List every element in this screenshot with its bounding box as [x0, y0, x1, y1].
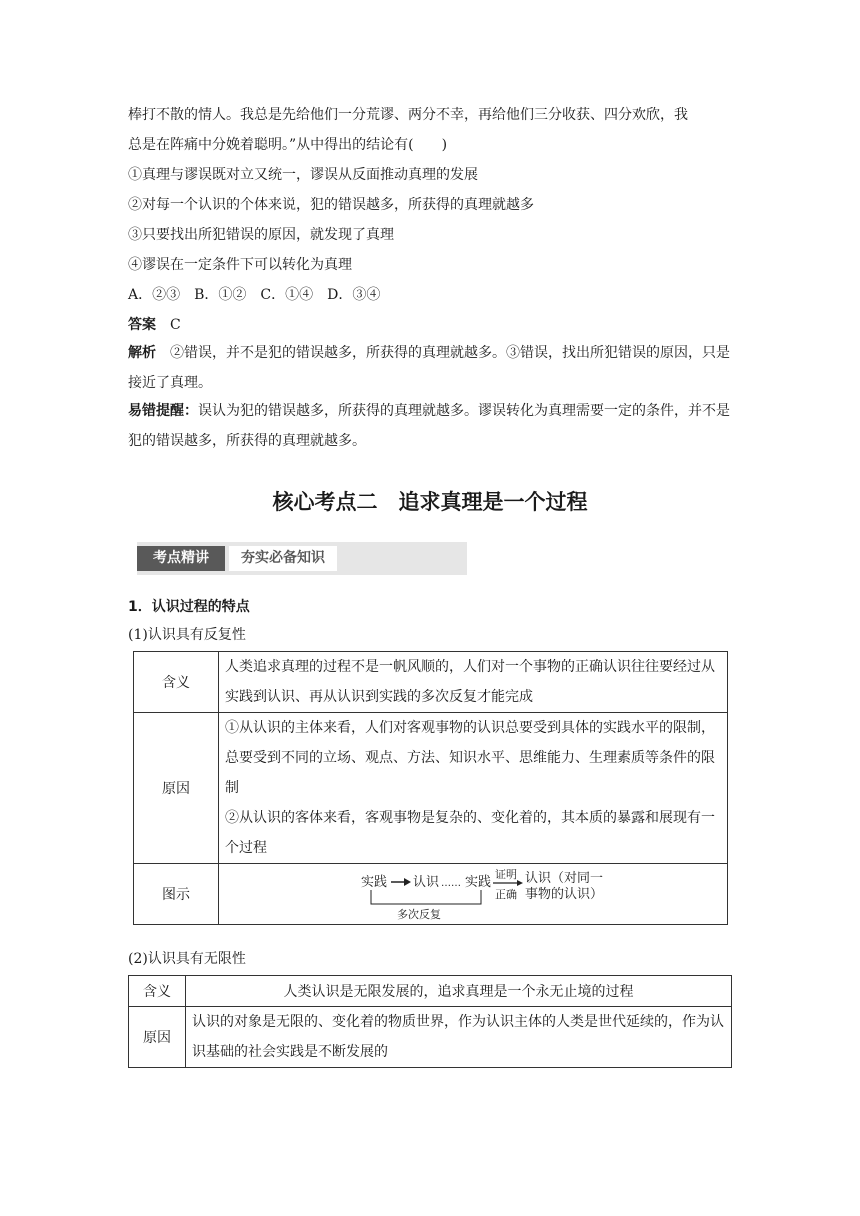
table-label-cell: 含义 — [134, 652, 219, 713]
section-banner — [137, 542, 467, 575]
table-infinity — [128, 975, 732, 1068]
banner-right-label: 夯实必备知识 — [229, 546, 337, 571]
table-text-cell: 认识的对象是无限的、变化着的物质世界，作为认识主体的人类是世代延续的，作为认识基础的社会实践是不断发展的 — [186, 1007, 732, 1068]
banner-left-label: 考点精讲 — [137, 546, 225, 571]
analysis-paragraph — [128, 338, 738, 398]
table-text-cell: 人类追求真理的过程不是一帆风顺的，人们对一个事物的正确认识往往要经过从实践到认识、再从认识到实践的多次反复才能完成 — [219, 652, 728, 713]
table-text-cell: 人类认识是无限发展的，追求真理是一个永无止境的过程 — [186, 976, 732, 1007]
diagram-result-line1: 认识（对同一 — [525, 871, 604, 886]
diagram-loop-label: 多次反复 — [397, 908, 441, 921]
diagram-arrow-bottom-label: 正确 — [495, 888, 517, 901]
table-row — [134, 713, 728, 864]
section-title: 核心考点二 追求真理是一个过程 — [272, 490, 588, 514]
answer-choices: A．②③ B．①② C．①④ D．③④ — [128, 287, 381, 303]
heading-1: 1．认识过程的特点 — [128, 599, 250, 615]
diagram-svg — [225, 866, 725, 922]
diagram-dots: …… — [441, 878, 461, 889]
option-4: ④谬误在一定条件下可以转化为真理 — [128, 257, 352, 273]
diagram-arrow-top-label: 证明 — [495, 868, 517, 881]
analysis-text: ②错误，并不是犯的错误越多，所获得的真理就越多。③错误，找出所犯错误的原因，只是接近了真理。 — [128, 345, 730, 391]
question-stem-line1: 棒打不散的情人。我总是先给他们一分荒谬、两分不幸，再给他们三分收获、四分欢欣，我 — [128, 107, 688, 123]
table-row — [134, 652, 728, 713]
question-stem-line2: 总是在阵痛中分娩着聪明。”从中得出的结论有( ) — [128, 137, 448, 153]
tip-text: 误认为犯的错误越多，所获得的真理就越多。谬误转化为真理需要一定的条件，并不是犯的错误越多，所获得的真理就越多。 — [128, 403, 730, 449]
table-label-cell: 含义 — [129, 976, 186, 1007]
option-1: ①真理与谬误既对立又统一，谬误从反面推动真理的发展 — [128, 167, 478, 183]
reason-text-2: ②从认识的客体来看，客观事物是复杂的、变化着的，其本质的暴露和展现有一个过程 — [225, 810, 715, 856]
table-label-cell: 原因 — [134, 713, 219, 864]
diagram-cell — [219, 864, 728, 925]
diagram-arrow-head — [517, 880, 523, 886]
table-label-cell: 图示 — [134, 864, 219, 925]
table-repetition — [133, 651, 728, 925]
answer-value: C — [170, 317, 181, 333]
reason-text-1: ①从认识的主体来看，人们对客观事物的认识总要受到具体的实践水平的限制，总要受到不同的立场、观点、方法、知识水平、思维能力、生理素质等条件的限制 — [225, 720, 715, 796]
diagram-arrow-head — [404, 878, 411, 886]
cognition-diagram — [225, 866, 721, 922]
table-row — [129, 976, 732, 1007]
table-text-cell — [219, 713, 728, 864]
subheading-1: (1)认识具有反复性 — [128, 627, 246, 643]
diagram-result-line2: 事物的认识） — [525, 887, 604, 902]
option-2: ②对每一个认识的个体来说，犯的错误越多，所获得的真理就越多 — [128, 197, 534, 213]
tip-label: 易错提醒： — [128, 403, 198, 419]
diagram-node-practice-1: 实践 — [361, 875, 388, 890]
diagram-node-practice-2: 实践 — [465, 875, 492, 890]
table-row — [134, 864, 728, 925]
diagram-node-cognition: 认识 — [413, 875, 440, 890]
diagram-loop-bracket — [371, 890, 481, 904]
analysis-label: 解析 — [128, 345, 156, 361]
table-row — [129, 1007, 732, 1068]
answer-line — [128, 314, 181, 334]
table-label-cell: 原因 — [129, 1007, 186, 1068]
subheading-2: (2)认识具有无限性 — [128, 951, 246, 967]
answer-label: 答案 — [128, 317, 156, 333]
tip-paragraph — [128, 396, 738, 456]
option-3: ③只要找出所犯错误的原因，就发现了真理 — [128, 227, 394, 243]
